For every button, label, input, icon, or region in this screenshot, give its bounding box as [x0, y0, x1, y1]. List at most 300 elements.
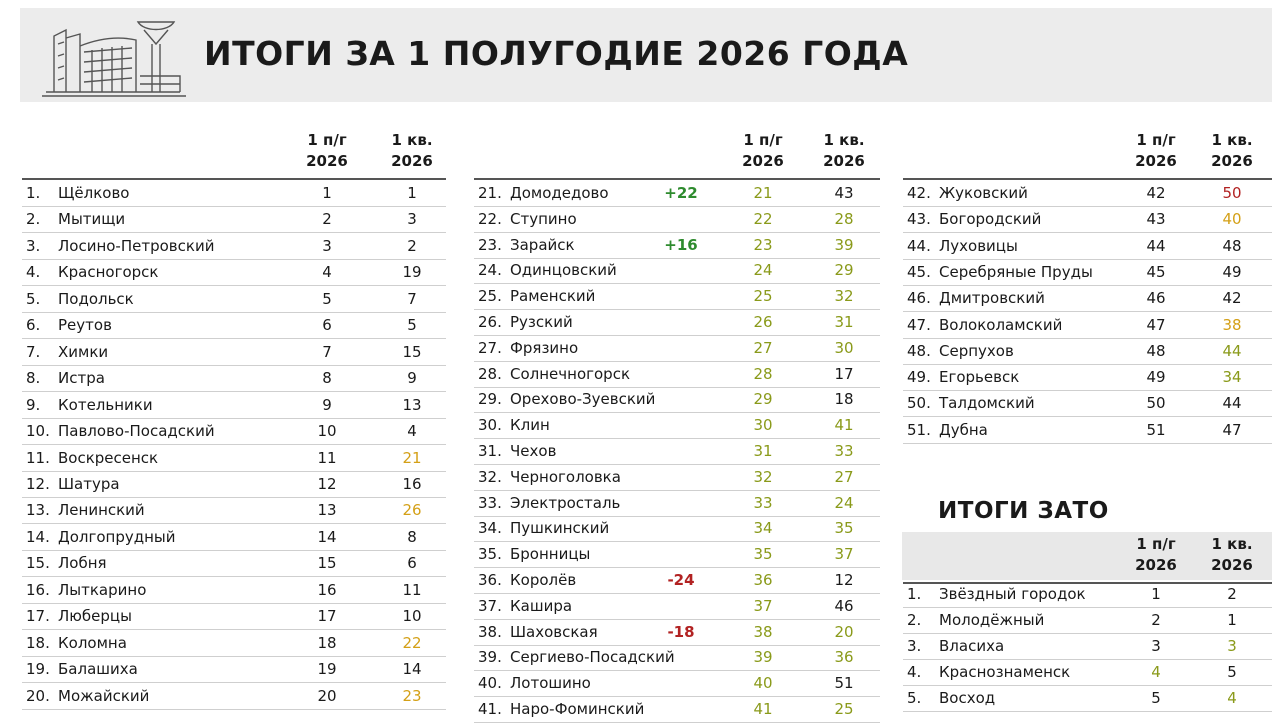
municipality-name: Богородский — [939, 210, 1042, 229]
rank-number: 22. — [478, 209, 502, 228]
header-col2 — [817, 130, 871, 176]
quarter-rank: 22 — [402, 633, 422, 652]
quarter-rank: 43 — [834, 184, 854, 202]
table-row — [474, 361, 880, 388]
municipality-name: Химки — [58, 342, 109, 361]
municipality-name: Черноголовка — [510, 467, 621, 486]
rank-number: 8. — [26, 369, 41, 388]
table-row — [22, 339, 446, 366]
municipality-name: Клин — [510, 416, 550, 435]
quarter-rank: 34 — [1222, 368, 1242, 387]
rank-number: 42. — [907, 184, 931, 202]
quarter-rank: 35 — [834, 519, 854, 538]
rank-number: 6. — [26, 316, 41, 335]
rank-change: +22 — [664, 184, 698, 202]
quarter-rank: 38 — [1222, 315, 1242, 334]
quarter-rank: 28 — [834, 209, 854, 228]
quarter-rank: 17 — [834, 364, 854, 383]
half-year-rank: 19 — [317, 660, 337, 679]
table-row — [22, 392, 446, 419]
header-col1-line1: 1 п/г — [1136, 131, 1176, 149]
quarter-rank: 24 — [834, 493, 854, 512]
quarter-rank: 1 — [1227, 611, 1237, 629]
rank-number: 27. — [478, 338, 502, 357]
half-year-rank: 44 — [1146, 236, 1166, 255]
table-row — [903, 417, 1272, 444]
quarter-rank: 2 — [407, 236, 417, 255]
rank-number: 23. — [478, 235, 502, 254]
municipality-name: Рузский — [510, 313, 573, 331]
rank-number: 35. — [478, 545, 502, 564]
rank-number: 9. — [26, 395, 41, 414]
half-year-rank: 2 — [322, 210, 332, 229]
half-year-rank: 51 — [1146, 420, 1166, 439]
quarter-rank: 31 — [834, 313, 854, 331]
half-year-rank: 38 — [753, 622, 773, 641]
municipality-name: Шаховская — [510, 622, 598, 641]
municipality-name: Можайский — [58, 686, 150, 705]
half-year-rank: 33 — [753, 493, 773, 512]
table-row — [903, 659, 1272, 686]
rank-number: 48. — [907, 341, 931, 360]
table-row — [22, 233, 446, 260]
municipality-name: Пушкинский — [510, 519, 610, 538]
header-col2-line2: 2026 — [1211, 152, 1253, 170]
half-year-rank: 37 — [753, 596, 773, 615]
quarter-rank: 3 — [407, 210, 417, 229]
quarter-rank: 32 — [834, 287, 854, 306]
half-year-rank: 5 — [322, 289, 332, 308]
municipality-name: Балашиха — [58, 660, 138, 679]
quarter-rank: 30 — [834, 338, 854, 357]
quarter-rank: 29 — [834, 261, 854, 280]
quarter-rank: 48 — [1222, 236, 1242, 255]
header-col2-line2: 2026 — [823, 152, 865, 170]
municipality-name: Воскресенск — [58, 448, 159, 467]
quarter-rank: 46 — [834, 596, 854, 615]
quarter-rank: 11 — [402, 580, 422, 599]
table-row — [903, 206, 1272, 233]
rank-number: 12. — [26, 474, 50, 493]
table-row — [22, 286, 446, 313]
half-year-rank: 50 — [1146, 394, 1166, 413]
municipality-name: Коломна — [58, 633, 127, 652]
quarter-rank: 51 — [834, 674, 854, 693]
quarter-rank: 37 — [834, 545, 854, 564]
table-row — [474, 696, 880, 723]
municipality-name: Орехово-Зуевский — [510, 390, 656, 409]
half-year-rank: 20 — [317, 686, 337, 705]
table-row — [903, 685, 1272, 712]
quarter-rank: 13 — [402, 395, 422, 414]
quarter-rank: 20 — [834, 622, 854, 641]
half-year-rank: 21 — [753, 184, 773, 202]
quarter-rank: 26 — [402, 501, 422, 520]
header-col1-line2: 2026 — [306, 152, 348, 170]
quarter-rank: 10 — [402, 607, 422, 626]
quarter-rank: 23 — [402, 686, 422, 705]
table-row — [903, 338, 1272, 365]
header-col1 — [736, 130, 790, 176]
quarter-rank: 2 — [1227, 585, 1237, 603]
municipality-name: Фрязино — [510, 338, 579, 357]
table-row — [474, 438, 880, 465]
half-year-rank: 43 — [1146, 210, 1166, 229]
half-year-rank: 30 — [753, 416, 773, 435]
rank-number: 7. — [26, 342, 41, 361]
rank-number: 19. — [26, 660, 50, 679]
half-year-rank: 15 — [317, 554, 337, 573]
rank-number: 14. — [26, 527, 50, 546]
municipality-name: Щёлково — [58, 184, 130, 202]
table-row — [903, 233, 1272, 260]
quarter-rank: 50 — [1222, 184, 1242, 202]
rank-number: 5. — [907, 689, 922, 707]
rank-number: 41. — [478, 700, 502, 718]
table-row — [903, 285, 1272, 312]
half-year-rank: 22 — [753, 209, 773, 228]
quarter-rank: 3 — [1227, 637, 1237, 655]
half-year-rank: 24 — [753, 261, 773, 280]
municipality-name: Лотошино — [510, 674, 591, 693]
table-row — [474, 232, 880, 259]
half-year-rank: 13 — [317, 501, 337, 520]
half-year-rank: 17 — [317, 607, 337, 626]
quarter-rank: 42 — [1222, 289, 1242, 308]
table-row — [474, 567, 880, 594]
rank-change: -18 — [667, 622, 695, 641]
rank-number: 29. — [478, 390, 502, 409]
half-year-rank: 36 — [753, 571, 773, 589]
table-row — [474, 593, 880, 620]
half-year-rank: 26 — [753, 313, 773, 331]
rank-number: 50. — [907, 394, 931, 413]
half-year-rank: 34 — [753, 519, 773, 538]
rank-number: 44. — [907, 236, 931, 255]
half-year-rank: 35 — [753, 545, 773, 564]
half-year-rank: 48 — [1146, 341, 1166, 360]
quarter-rank: 4 — [407, 422, 417, 441]
table-row — [474, 464, 880, 491]
table-row — [22, 445, 446, 472]
rank-number: 2. — [907, 611, 922, 629]
rank-number: 5. — [26, 289, 41, 308]
table-row — [22, 180, 446, 207]
half-year-rank: 4 — [1151, 663, 1161, 681]
municipality-name: Егорьевск — [939, 368, 1020, 387]
municipality-name: Лобня — [58, 554, 107, 573]
table-row — [22, 550, 446, 577]
half-year-rank: 32 — [753, 467, 773, 486]
rank-number: 3. — [26, 236, 41, 255]
table-row — [903, 312, 1272, 339]
municipality-name: Реутов — [58, 316, 112, 335]
municipality-name: Серпухов — [939, 341, 1014, 360]
half-year-rank: 12 — [317, 474, 337, 493]
municipality-name: Звёздный городок — [939, 585, 1086, 603]
municipality-name: Электросталь — [510, 493, 621, 512]
rank-number: 17. — [26, 607, 50, 626]
half-year-rank: 8 — [322, 369, 332, 388]
municipality-name: Солнечногорск — [510, 364, 631, 383]
half-year-rank: 46 — [1146, 289, 1166, 308]
header-col1-line1: 1 п/г — [307, 131, 347, 149]
municipality-name: Восход — [939, 689, 996, 707]
half-year-rank: 18 — [317, 633, 337, 652]
quarter-rank: 12 — [834, 571, 854, 589]
half-year-rank: 11 — [317, 448, 337, 467]
rank-number: 49. — [907, 368, 931, 387]
table-row — [903, 390, 1272, 417]
municipality-name: Королёв — [510, 571, 577, 589]
half-year-rank: 31 — [753, 442, 773, 460]
zato-title: ИТОГИ ЗАТО — [938, 498, 1109, 524]
quarter-rank: 40 — [1222, 210, 1242, 229]
rank-number: 4. — [26, 263, 41, 282]
quarter-rank: 4 — [1227, 689, 1237, 707]
half-year-rank: 29 — [753, 390, 773, 409]
municipality-name: Лыткарино — [58, 580, 147, 599]
rank-number: 11. — [26, 448, 50, 467]
table-row — [474, 206, 880, 233]
table-row — [474, 670, 880, 697]
municipality-name: Ленинский — [58, 501, 145, 520]
header-col2-line2: 2026 — [391, 152, 433, 170]
municipality-name: Кашира — [510, 596, 573, 615]
half-year-rank: 9 — [322, 395, 332, 414]
rank-number: 25. — [478, 287, 502, 306]
municipality-name: Луховицы — [939, 236, 1018, 255]
municipality-name: Молодёжный — [939, 611, 1045, 629]
half-year-rank: 2 — [1151, 611, 1161, 629]
municipality-name: Павлово-Посадский — [58, 422, 215, 441]
half-year-rank: 4 — [322, 263, 332, 282]
half-year-rank: 5 — [1151, 689, 1161, 707]
table-row — [474, 257, 880, 284]
header-col2-line2: 2026 — [1211, 556, 1253, 574]
rank-number: 46. — [907, 289, 931, 308]
rank-number: 2. — [26, 210, 41, 229]
half-year-rank: 49 — [1146, 368, 1166, 387]
header-col1-line1: 1 п/г — [1136, 535, 1176, 553]
municipality-name: Власиха — [939, 637, 1005, 655]
table-row — [22, 206, 446, 233]
table-row — [474, 412, 880, 439]
half-year-rank: 10 — [317, 422, 337, 441]
rank-number: 28. — [478, 364, 502, 383]
rank-number: 4. — [907, 663, 922, 681]
quarter-rank: 49 — [1222, 262, 1242, 281]
municipality-name: Волоколамский — [939, 315, 1063, 334]
municipality-name: Ступино — [510, 209, 577, 228]
header-col2-line1: 1 кв. — [1211, 535, 1253, 553]
half-year-rank: 1 — [1151, 585, 1161, 603]
half-year-rank: 47 — [1146, 315, 1166, 334]
municipality-name: Бронницы — [510, 545, 591, 564]
rank-number: 24. — [478, 261, 502, 280]
municipality-name: Долгопрудный — [58, 527, 176, 546]
municipality-name: Истра — [58, 369, 105, 388]
half-year-rank: 3 — [322, 236, 332, 255]
table-row — [22, 603, 446, 630]
table-row — [474, 490, 880, 517]
quarter-rank: 9 — [407, 369, 417, 388]
table-row — [474, 541, 880, 568]
half-year-rank: 27 — [753, 338, 773, 357]
half-year-rank: 3 — [1151, 637, 1161, 655]
municipality-name: Краснознаменск — [939, 663, 1071, 681]
rank-number: 36. — [478, 571, 502, 589]
rank-number: 10. — [26, 422, 50, 441]
rank-number: 34. — [478, 519, 502, 538]
municipality-name: Красногорск — [58, 263, 159, 282]
table-row — [474, 386, 880, 413]
half-year-rank: 39 — [753, 648, 773, 667]
rank-number: 31. — [478, 442, 502, 460]
table-row — [474, 619, 880, 646]
table-row — [474, 515, 880, 542]
header-col2-line1: 1 кв. — [391, 131, 433, 149]
municipality-name: Серебряные Пруды — [939, 262, 1093, 281]
municipality-name: Люберцы — [58, 607, 132, 626]
quarter-rank: 36 — [834, 648, 854, 667]
table-row — [22, 656, 446, 683]
rank-change: +16 — [664, 235, 698, 254]
rank-number: 1. — [907, 585, 922, 603]
municipality-name: Зарайск — [510, 235, 575, 254]
rank-number: 40. — [478, 674, 502, 693]
table-row — [22, 683, 446, 710]
half-year-rank: 41 — [753, 700, 773, 718]
rank-number: 51. — [907, 420, 931, 439]
half-year-rank: 23 — [753, 235, 773, 254]
municipality-name: Лосино-Петровский — [58, 236, 215, 255]
quarter-rank: 39 — [834, 235, 854, 254]
rank-number: 21. — [478, 184, 502, 202]
half-year-rank: 16 — [317, 580, 337, 599]
quarter-rank: 8 — [407, 527, 417, 546]
municipality-name: Талдомский — [939, 394, 1035, 413]
header-col2-line1: 1 кв. — [823, 131, 865, 149]
table-row — [903, 607, 1272, 634]
half-year-rank: 14 — [317, 527, 337, 546]
municipality-name: Жуковский — [939, 184, 1028, 202]
table-row — [22, 418, 446, 445]
half-year-rank: 25 — [753, 287, 773, 306]
table-row — [474, 283, 880, 310]
rank-number: 20. — [26, 686, 50, 705]
table-row — [22, 471, 446, 498]
rank-change: -24 — [667, 571, 695, 589]
quarter-rank: 7 — [407, 289, 417, 308]
rank-number: 3. — [907, 637, 922, 655]
rank-number: 32. — [478, 467, 502, 486]
rank-number: 30. — [478, 416, 502, 435]
header-col2-line1: 1 кв. — [1211, 131, 1253, 149]
quarter-rank: 44 — [1222, 394, 1242, 413]
municipality-name: Наро-Фоминский — [510, 700, 645, 718]
header-col1-line2: 2026 — [1135, 556, 1177, 574]
half-year-rank: 45 — [1146, 262, 1166, 281]
municipality-name: Котельники — [58, 395, 153, 414]
quarter-rank: 47 — [1222, 420, 1242, 439]
half-year-rank: 40 — [753, 674, 773, 693]
rank-number: 45. — [907, 262, 931, 281]
half-year-rank: 42 — [1146, 184, 1166, 202]
table-row — [903, 180, 1272, 207]
table-row — [474, 180, 880, 207]
table-row — [22, 524, 446, 551]
quarter-rank: 5 — [1227, 663, 1237, 681]
rank-number: 37. — [478, 596, 502, 615]
municipality-name: Домодедово — [510, 184, 609, 202]
quarter-rank: 14 — [402, 660, 422, 679]
quarter-rank: 33 — [834, 442, 854, 460]
rank-number: 13. — [26, 501, 50, 520]
header-col2 — [385, 130, 439, 176]
table-row — [474, 309, 880, 336]
rank-number: 16. — [26, 580, 50, 599]
rank-number: 47. — [907, 315, 931, 334]
table-row — [22, 312, 446, 339]
table-row — [474, 644, 880, 671]
half-year-rank: 28 — [753, 364, 773, 383]
table-row — [22, 259, 446, 286]
rank-number: 39. — [478, 648, 502, 667]
quarter-rank: 19 — [402, 263, 422, 282]
header-col1 — [1129, 130, 1183, 176]
header-col1-line2: 2026 — [1135, 152, 1177, 170]
header-col1 — [300, 130, 354, 176]
quarter-rank: 25 — [834, 700, 854, 718]
table-row — [22, 365, 446, 392]
rank-number: 33. — [478, 493, 502, 512]
header-col1-line1: 1 п/г — [743, 131, 783, 149]
table-row — [903, 364, 1272, 391]
table-row — [22, 497, 446, 524]
quarter-rank: 6 — [407, 554, 417, 573]
rank-number: 38. — [478, 622, 502, 641]
quarter-rank: 5 — [407, 316, 417, 335]
municipality-name: Раменский — [510, 287, 596, 306]
rank-number: 18. — [26, 633, 50, 652]
table-row — [903, 581, 1272, 608]
header-col2 — [1205, 130, 1259, 176]
rank-number: 1. — [26, 184, 41, 202]
table-row — [903, 259, 1272, 286]
table-row — [474, 335, 880, 362]
municipality-name: Чехов — [510, 442, 557, 460]
half-year-rank: 6 — [322, 316, 332, 335]
table-row — [22, 577, 446, 604]
quarter-rank: 18 — [834, 390, 854, 409]
table-row — [903, 633, 1272, 660]
municipality-name: Подольск — [58, 289, 134, 308]
half-year-rank: 7 — [322, 342, 332, 361]
rank-number: 15. — [26, 554, 50, 573]
page-title: ИТОГИ ЗА 1 ПОЛУГОДИЕ 2026 ГОДА — [204, 34, 909, 73]
municipality-name: Сергиево-Посадский — [510, 648, 675, 667]
quarter-rank: 16 — [402, 474, 422, 493]
municipality-name: Одинцовский — [510, 261, 617, 280]
header-col2 — [1205, 534, 1259, 580]
municipality-name: Мытищи — [58, 210, 126, 229]
municipality-name: Дмитровский — [939, 289, 1045, 308]
header-col1-line2: 2026 — [742, 152, 784, 170]
header-col1 — [1129, 534, 1183, 580]
quarter-rank: 21 — [402, 448, 422, 467]
rank-number: 43. — [907, 210, 931, 229]
